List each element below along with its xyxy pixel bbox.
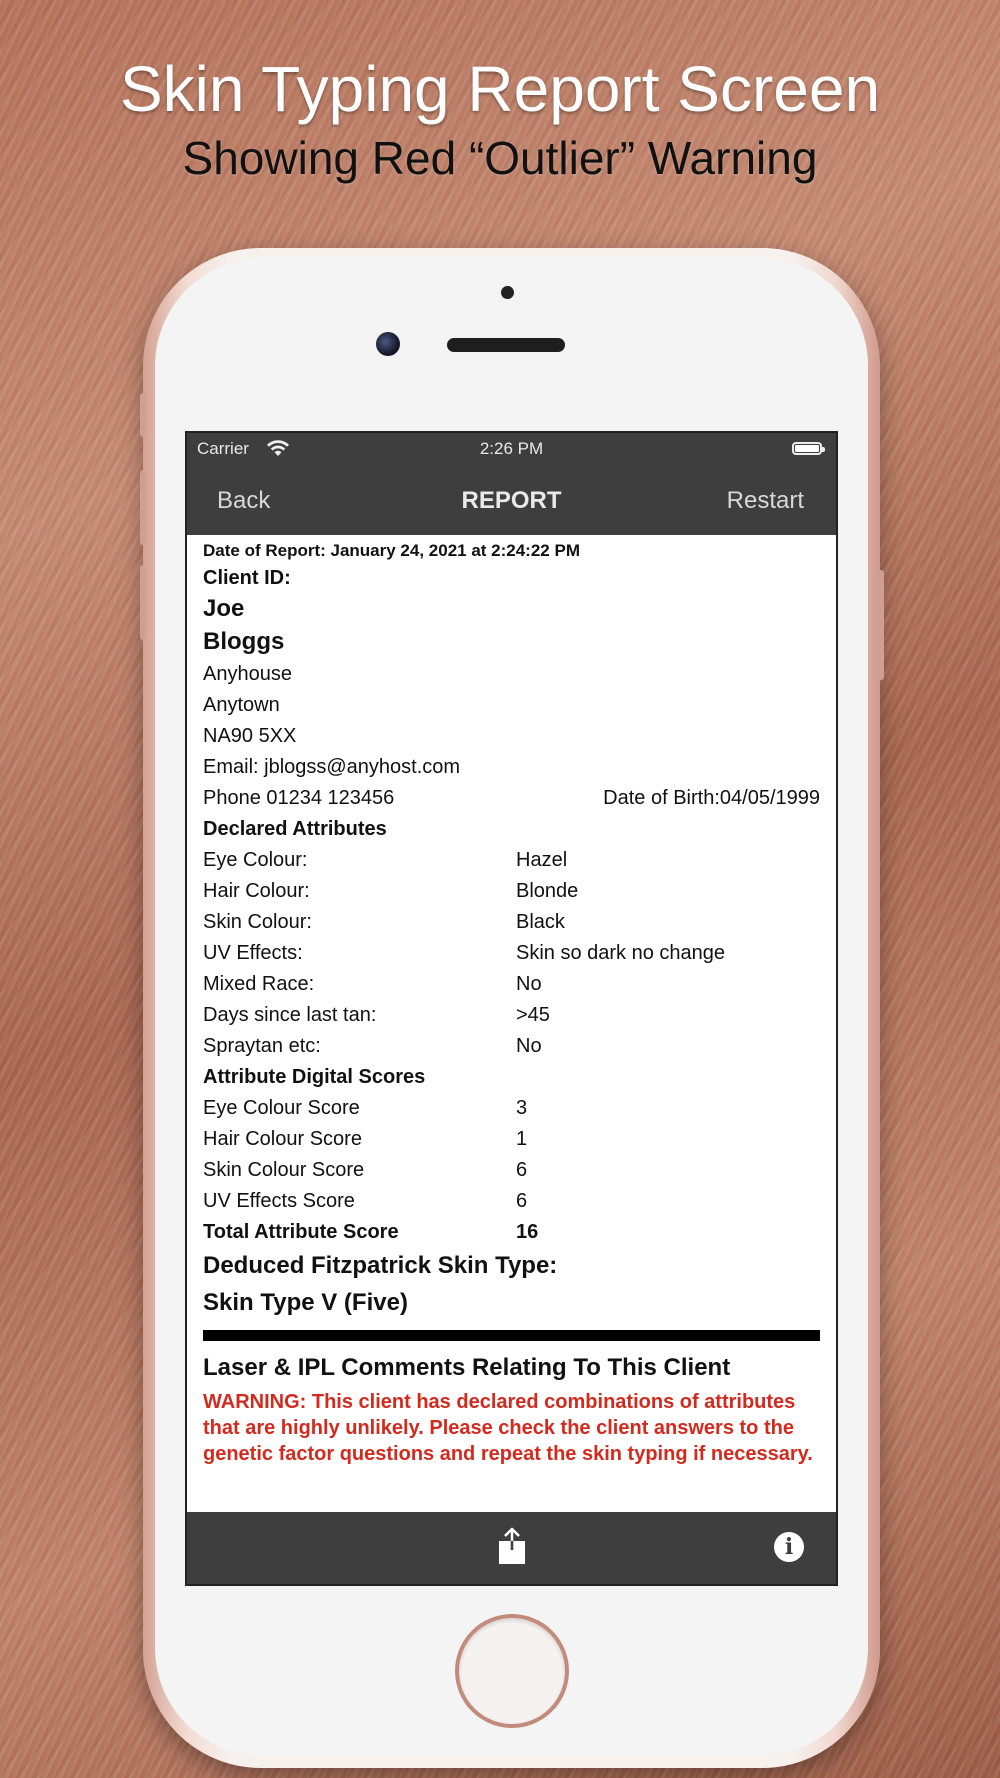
score-value: 6 (516, 1159, 528, 1181)
client-address-line-1: Anyhouse (203, 663, 292, 685)
bottom-toolbar (187, 1512, 836, 1584)
client-postcode: NA90 5XX (203, 725, 297, 747)
phone-silent-switch (140, 393, 146, 437)
front-camera (376, 332, 400, 356)
info-icon[interactable]: i (774, 1532, 804, 1562)
client-last-name: Bloggs (203, 628, 285, 655)
dob-label: Date of Birth: (603, 787, 720, 809)
earpiece-speaker (447, 338, 565, 352)
score-label: UV Effects Score (203, 1190, 355, 1212)
score-value: 6 (516, 1190, 528, 1212)
nav-title: REPORT (461, 487, 562, 514)
declared-label: Skin Colour: (203, 911, 312, 933)
score-value: 3 (516, 1097, 528, 1119)
phone-volume-up-button (140, 470, 146, 545)
client-first-name: Joe (203, 595, 245, 622)
score-value: 1 (516, 1128, 528, 1150)
scores-heading: Attribute Digital Scores (203, 1066, 426, 1088)
dob-value: 04/05/1999 (719, 787, 820, 809)
fitzpatrick-heading: Deduced Fitzpatrick Skin Type: (203, 1252, 558, 1279)
declared-value: No (516, 1035, 542, 1057)
status-bar (187, 433, 836, 465)
date-of-birth (603, 787, 820, 810)
client-email: Email: jblogss@anyhost.com (203, 756, 461, 778)
page-subheadline: Showing Red “Outlier” Warning (182, 132, 818, 184)
report-content (203, 535, 820, 1512)
declared-value: Black (516, 911, 565, 933)
client-address-line-2: Anytown (203, 694, 280, 716)
phone-volume-down-button (140, 565, 146, 640)
phone-power-button (878, 570, 884, 680)
client-phone: Phone 01234 123456 (203, 787, 395, 809)
carrier-label: Carrier (197, 439, 249, 458)
outlier-warning: WARNING: This client has declared combinations of attributes that are highly unlikely. Please check the client answers to the genetic factor questions and repeat the skin typing if necessary. (203, 1391, 813, 1465)
declared-label: Days since last tan: (203, 1004, 377, 1026)
total-score-value: 16 (516, 1221, 539, 1243)
total-score-label: Total Attribute Score (203, 1221, 399, 1243)
declared-value: Blonde (516, 880, 579, 902)
declared-label: UV Effects: (203, 942, 303, 964)
declared-attributes-heading: Declared Attributes (203, 818, 387, 840)
back-button[interactable]: Back (217, 487, 271, 514)
declared-label: Spraytan etc: (203, 1035, 321, 1057)
fitzpatrick-skin-type: Skin Type V (Five) (203, 1289, 408, 1316)
declared-value: No (516, 973, 542, 995)
page-headline: Skin Typing Report Screen (119, 53, 881, 125)
declared-label: Eye Colour: (203, 849, 308, 871)
score-label: Hair Colour Score (203, 1128, 362, 1150)
client-id-label: Client ID: (203, 567, 291, 589)
declared-value: Skin so dark no change (516, 942, 726, 964)
front-sensor (501, 286, 514, 299)
home-button[interactable] (455, 1614, 569, 1728)
share-icon[interactable] (496, 1526, 528, 1566)
status-time: 2:26 PM (479, 439, 544, 458)
declared-label: Mixed Race: (203, 973, 315, 995)
battery-icon (792, 442, 822, 455)
section-divider (203, 1330, 820, 1341)
declared-value: Hazel (516, 849, 568, 871)
score-label: Eye Colour Score (203, 1097, 360, 1119)
phone-screen (185, 431, 838, 1586)
declared-label: Hair Colour: (203, 880, 310, 902)
score-label: Skin Colour Score (203, 1159, 365, 1181)
comments-heading: Laser & IPL Comments Relating To This Client (203, 1354, 731, 1381)
declared-value: >45 (516, 1004, 550, 1026)
navigation-bar (187, 465, 836, 535)
report-date: Date of Report: January 24, 2021 at 2:24:22 PM (203, 541, 580, 560)
restart-button[interactable]: Restart (726, 487, 804, 514)
